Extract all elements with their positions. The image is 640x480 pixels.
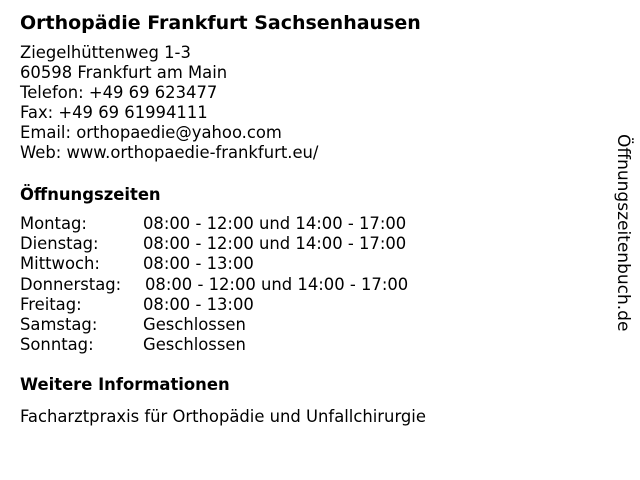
- address-street: Ziegelhüttenweg 1-3: [20, 43, 191, 62]
- opening-hours-table: [20, 214, 600, 355]
- fax-number: Fax: +49 69 61994111: [20, 103, 208, 122]
- hours-row-dienstag: [20, 234, 600, 254]
- phone-number: Telefon: +49 69 623477: [20, 83, 218, 102]
- day-label: Freitag:: [20, 294, 82, 314]
- day-label: Montag:: [20, 214, 87, 233]
- time-value: 08:00 - 13:00: [143, 254, 254, 274]
- website-address: Web: www.orthopaedie-frankfurt.eu/: [20, 143, 319, 162]
- hours-row-freitag: [20, 295, 600, 315]
- hours-row-samstag: [20, 315, 600, 335]
- site-brand-vertical: Öffnungszeitenbuch.de: [613, 134, 633, 332]
- opening-hours-heading: Öffnungszeiten: [20, 185, 161, 204]
- hours-row-montag: [20, 214, 600, 234]
- business-card: [20, 10, 600, 427]
- time-value: 08:00 - 12:00 und 14:00 - 17:00: [143, 214, 407, 233]
- day-label: Donnerstag:: [20, 274, 122, 294]
- hours-row-sonntag: [20, 335, 600, 355]
- day-label: Samstag:: [20, 315, 98, 335]
- business-name: Orthopädie Frankfurt Sachsenhausen: [20, 12, 421, 34]
- day-label: Dienstag:: [20, 234, 99, 254]
- time-value: Geschlossen: [143, 315, 246, 335]
- more-info-text: Facharztpraxis für Orthopädie und Unfallchirurgie: [20, 407, 426, 427]
- email-address: Email: orthopaedie@yahoo.com: [20, 123, 282, 142]
- contact-block: [20, 43, 600, 163]
- more-info-heading: Weitere Informationen: [20, 375, 230, 395]
- time-value: 08:00 - 12:00 und 14:00 - 17:00: [145, 274, 409, 294]
- day-label: Mittwoch:: [20, 254, 100, 274]
- hours-row-mittwoch: [20, 254, 600, 274]
- day-label: Sonntag:: [20, 335, 94, 355]
- hours-row-donnerstag: [20, 275, 600, 295]
- address-city: 60598 Frankfurt am Main: [20, 63, 228, 82]
- time-value: 08:00 - 12:00 und 14:00 - 17:00: [143, 234, 407, 254]
- time-value: 08:00 - 13:00: [143, 294, 254, 314]
- time-value: Geschlossen: [143, 335, 246, 355]
